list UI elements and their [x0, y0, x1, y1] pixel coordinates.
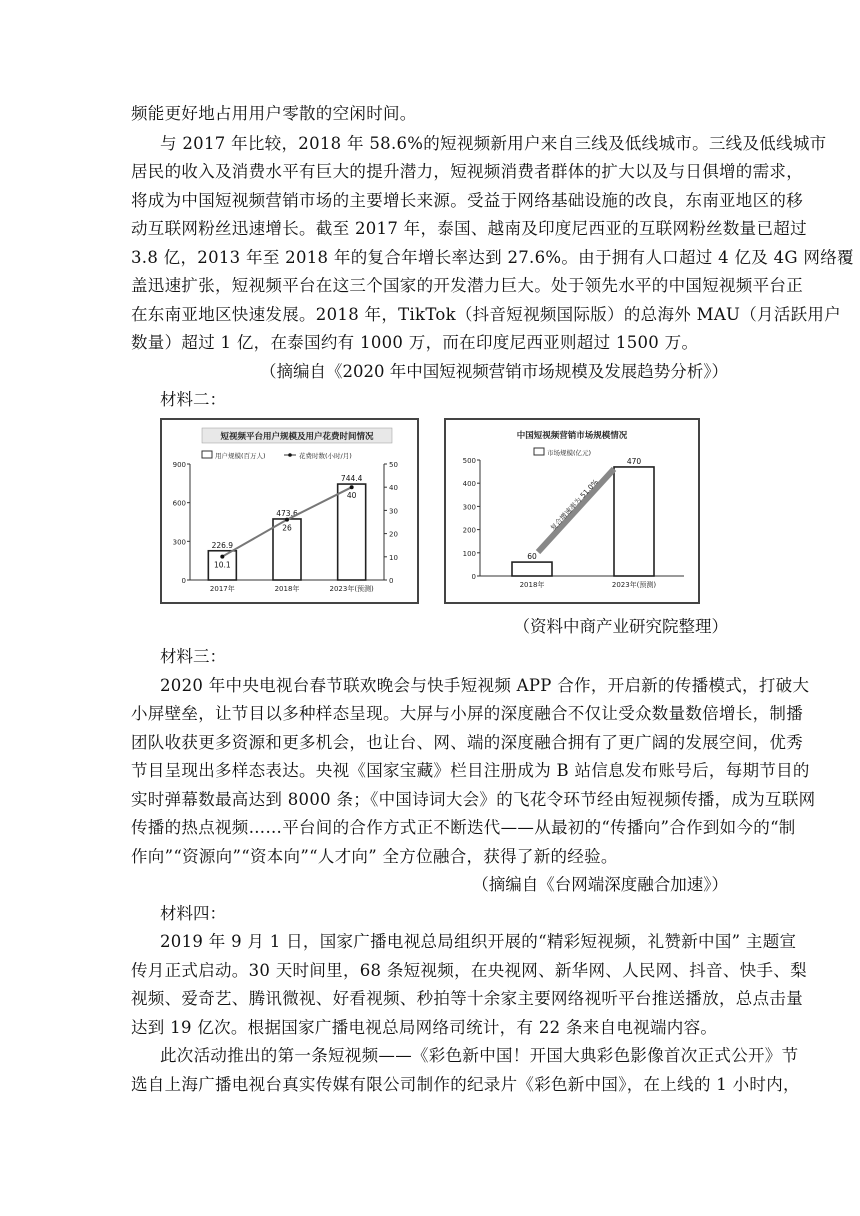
paragraph-line: 作向”“资源向”“资本向”“人才向” 全方位融合，获得了新的经验。 [131, 847, 618, 866]
bar-value-label: 473.6 [276, 508, 298, 518]
y-tick-label-right: 50 [389, 461, 398, 469]
paragraph-line: 团队收获更多资源和更多机会，也让台、网、端的深度融合拥有了更广阔的发展空间，优秀 [131, 733, 803, 752]
y-tick-label-left: 600 [172, 499, 186, 508]
y-tick-label-right: 20 [389, 530, 398, 539]
paragraph-line: 2019 年 9 月 1 日，国家广播电视总局组织开展的“精彩短视频，礼赞新中国” 主题宣 [160, 932, 797, 951]
y-tick-label: 100 [462, 549, 476, 558]
line-value-label: 40 [346, 491, 357, 501]
line-value-label: 10.1 [213, 560, 231, 570]
paragraph-line: 节目呈现出多样态表达。央视《国家宝藏》栏目注册成为 B 站信息发布账号后，每期节目的 [131, 761, 810, 780]
x-tick-label: 2023年(预测) [329, 585, 374, 593]
legend-label: 用户规模(百万人) [215, 452, 266, 460]
paragraph-line: 频能更好地占用用户零散的空闲时间。 [131, 104, 417, 123]
y-tick-label: 200 [462, 526, 476, 535]
x-tick-label: 2017年 [209, 585, 235, 593]
y-tick-label-left: 900 [172, 461, 186, 469]
paragraph-line: 将成为中国短视频营销市场的主要增长来源。受益于网络基础设施的改良，东南亚地区的移 [131, 191, 803, 210]
x-tick-label: 2018年 [274, 585, 300, 593]
paragraph-line: 传月正式启动。30 天时间里，68 条短视频，在央视网、新华网、人民网、抖音、快手、梨 [131, 961, 807, 980]
paragraph-line: 在东南亚地区快速发展。2018 年，TikTok（抖音短视频国际版）的总海外 MAU（月活跃用户 [131, 305, 842, 324]
legend-swatch-bar [202, 451, 212, 458]
paragraph-line: 数量）超过 1 亿，在泰国约有 1000 万，而在印度尼西亚则超过 1500 万。 [131, 333, 699, 352]
paragraph-line: 居民的收入及消费水平有巨大的提升潜力，短视频消费者群体的扩大以及与日俱增的需求， [131, 162, 803, 181]
legend-swatch-bar [534, 448, 544, 455]
y-tick-label: 0 [471, 573, 476, 581]
line-point [285, 518, 289, 522]
bar [614, 467, 654, 576]
section-label: 材料三： [160, 647, 226, 666]
y-tick-label-right: 0 [389, 577, 394, 585]
legend-label: 市场规模(亿元) [547, 449, 592, 457]
y-tick-label: 300 [462, 503, 476, 512]
paragraph-line: 视频、爱奇艺、腾讯微视、好看视频、秒拍等十余家主要网络视听平台推送播放，总点击量 [131, 989, 803, 1008]
paragraph-line: 实时弹幕数最高达到 8000 条；《中国诗词大会》的飞花令环节经由短视频传播，成为互联网 [131, 790, 816, 809]
paragraph-line: 传播的热点视频……平台间的合作方式正不断迭代——从最初的“传播向”合作到如今的“制 [131, 818, 796, 837]
x-tick-label: 2023年(预测) [611, 581, 657, 589]
paragraph-line: 2020 年中央电视台春节联欢晚会与快手短视频 APP 合作，开启新的传播模式，打破大 [160, 676, 810, 695]
bar-value-label: 226.9 [211, 540, 234, 550]
y-tick-label-left: 300 [172, 538, 186, 547]
paragraph-line: 选自上海广播电视台真实传媒有限公司制作的纪录片《彩色新中国》，在上线的 1 小时内， [131, 1075, 800, 1094]
line-value-label: 26 [282, 523, 292, 533]
legend-marker [288, 453, 292, 457]
section-label: 材料二： [160, 390, 226, 409]
chart-market-scale [444, 418, 700, 604]
growth-annotation: 复合增速率为 51.0% [549, 477, 600, 533]
y-tick-label-right: 30 [389, 507, 398, 516]
paragraph-line: 3.8 亿，2013 年至 2018 年的复合年增长率达到 27.6%。由于拥有人口超过 4 亿及 4G 网络覆 [131, 248, 854, 267]
line-point [350, 485, 354, 489]
y-tick-label-right: 10 [389, 553, 398, 562]
chart-title: 中国短视频营销市场规模情况 [516, 431, 628, 441]
chart-user-scale [160, 418, 419, 604]
source-citation: （摘编自《2020 年中国短视频营销市场规模及发展趋势分析》） [260, 362, 728, 381]
section-label: 材料四： [160, 904, 226, 923]
paragraph-line: 与 2017 年比较，2018 年 58.6%的短视频新用户来自三线及低线城市。三线及低线城市 [160, 134, 827, 153]
growth-arrow [538, 469, 614, 552]
chart-title: 短视频平台用户规模及用户花费时间情况 [220, 432, 374, 442]
y-tick-label: 500 [462, 457, 476, 465]
y-tick-label: 400 [462, 480, 476, 489]
bar [512, 562, 552, 576]
bar-value-label: 470 [626, 456, 642, 466]
y-tick-label-left: 0 [181, 577, 186, 585]
chart-user-scale-svg [162, 420, 417, 602]
legend-label: 花费时数(小时/月) [299, 452, 352, 460]
paragraph-line: 小屏壁垒，让节目以多种样态呈现。大屏与小屏的深度融合不仅让受众数量数倍增长，制播 [131, 704, 803, 723]
paragraph-line: 达到 19 亿次。根据国家广播电视总局网络司统计，有 22 条来自电视端内容。 [131, 1018, 718, 1037]
bar-value-label: 60 [527, 552, 537, 562]
chart-market-scale-svg [446, 420, 698, 602]
x-tick-label: 2018年 [519, 581, 545, 589]
paragraph-line: 此次活动推出的第一条短视频——《彩色新中国！开国大典彩色影像首次正式公开》节 [160, 1046, 799, 1065]
source-citation: （资料中商产业研究院整理） [513, 617, 728, 636]
paragraph-line: 动互联网粉丝迅速增长。截至 2017 年，泰国、越南及印度尼西亚的互联网粉丝数量已超过 [131, 219, 807, 238]
line-point [220, 555, 224, 559]
source-citation: （摘编自《台网端深度融合加速》） [472, 875, 728, 894]
paragraph-line: 盖迅速扩张，短视频平台在这三个国家的开发潜力巨大。处于领先水平的中国短视频平台正 [131, 276, 803, 295]
y-tick-label-right: 40 [389, 484, 398, 493]
bar-value-label: 744.4 [340, 474, 363, 484]
